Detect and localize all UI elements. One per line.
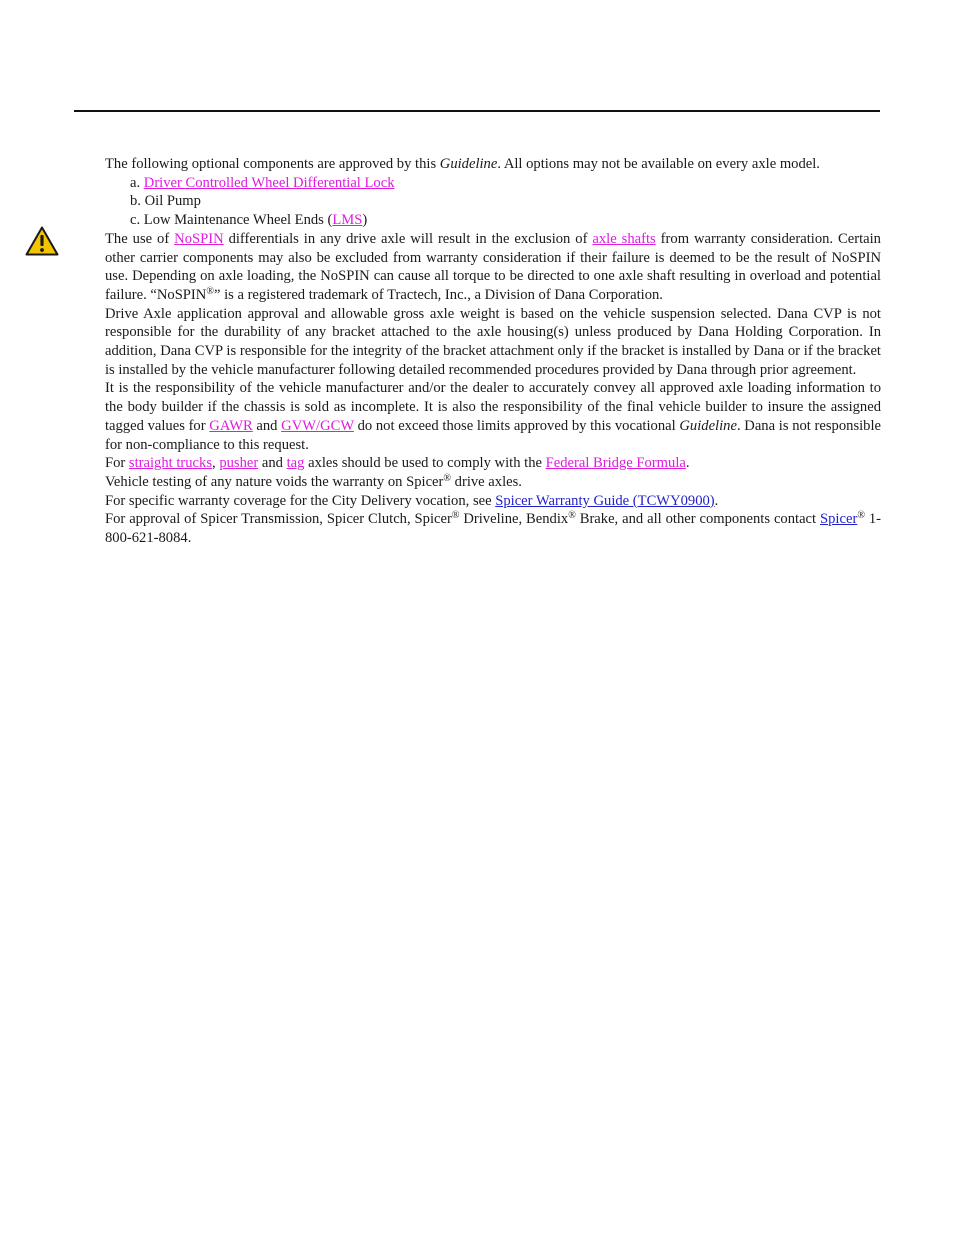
gvw-gcw-link[interactable]: GVW/GCW (281, 417, 354, 434)
approval-paragraph: Drive Axle application approval and allowable gross axle weight is based on the vehicle suspension selected. Dana CVP is not responsible for the durability of any bracket attached to the axle housing(s) unless produced by Dana Holding Corporation. In addition, Dana CVP is responsible for the integrity of the bracket attachment only if the bracket is installed by Dana or if the bracket is installed by the vehicle manufacturer following detailed recommended procedures provided by Dana through prior agreement. (105, 305, 881, 378)
gawr-link[interactable]: GAWR (209, 417, 253, 434)
registered-mark: ® (451, 510, 460, 522)
option-item-a: a. Driver Controlled Wheel Differential Lock (130, 174, 395, 191)
nospin-link[interactable]: NoSPIN (174, 230, 224, 247)
axles-paragraph: For straight trucks, pusher and tag axles should be used to comply with the Federal Bridge Formula. (105, 455, 690, 472)
guideline-em: Guideline (439, 156, 498, 172)
straight-trucks-link[interactable]: straight trucks (128, 455, 213, 472)
responsibility-paragraph: It is the responsibility of the vehicle manufacturer and/or the dealer to accurately convey all approved axle loading information to the body builder if the chassis is sold as incomplete. It is also the responsibility of the final vehicle builder to insure the assigned tagged values for GAWR and GVW/GCW do not exceed those limits approved by this vocational Guideline. Dana is not responsible for non-compliance to this request. (105, 380, 882, 453)
options-intro: The following optional components are approved by this Guideline. All options may not be available on every axle model. (105, 156, 820, 172)
warranty-paragraph: For specific warranty coverage for the City Delivery vocation, see Spicer Warranty Guide (TCWY0900). (105, 492, 719, 509)
differential-lock-link[interactable]: Driver Controlled Wheel Differential Lock (143, 174, 395, 191)
option-item-b: b. Oil Pump (130, 193, 201, 210)
registered-mark: ® (857, 510, 865, 522)
testing-paragraph: Vehicle testing of any nature voids the warranty on Spicer® drive axles. (105, 472, 522, 490)
contact-paragraph: For approval of Spicer Transmission, Spicer Clutch, Spicer® Driveline, Bendix® Brake, and all other components contact Spicer® 1-800-621-8084. (105, 510, 881, 547)
registered-mark: ® (206, 285, 214, 297)
spicer-link[interactable]: Spicer (820, 511, 858, 528)
registered-mark: ® (443, 472, 452, 484)
guideline-em: Guideline (679, 417, 737, 434)
lms-link[interactable]: LMS (332, 212, 363, 229)
axle-shafts-link[interactable]: axle shafts (592, 230, 656, 247)
pusher-link[interactable]: pusher (219, 455, 259, 472)
nospin-paragraph: The use of NoSPIN differentials in any drive axle will result in the exclusion of axle shafts from warranty consideration. Certain other carrier components may also be excluded from warranty consideration if their failure is deemed to be the result of NoSPIN use. Depending on axle loading, the NoSPIN can cause all torque to be directed to one axle shaft resulting in overload and potential failure. “NoSPIN®” is a registered trademark of Tractech, Inc., a Division of Dana Corporation. (105, 230, 881, 303)
federal-bridge-formula-link[interactable]: Federal Bridge Formula (545, 455, 686, 472)
option-item-c: c. Low Maintenance Wheel Ends (LMS) (130, 212, 368, 229)
registered-mark: ® (568, 510, 576, 522)
header-rule (74, 110, 880, 112)
warranty-guide-link[interactable]: Spicer Warranty Guide (TCWY0900) (495, 492, 715, 509)
document-body (105, 155, 881, 548)
tag-link[interactable]: tag (286, 455, 305, 472)
warning-triangle-icon (25, 226, 59, 256)
